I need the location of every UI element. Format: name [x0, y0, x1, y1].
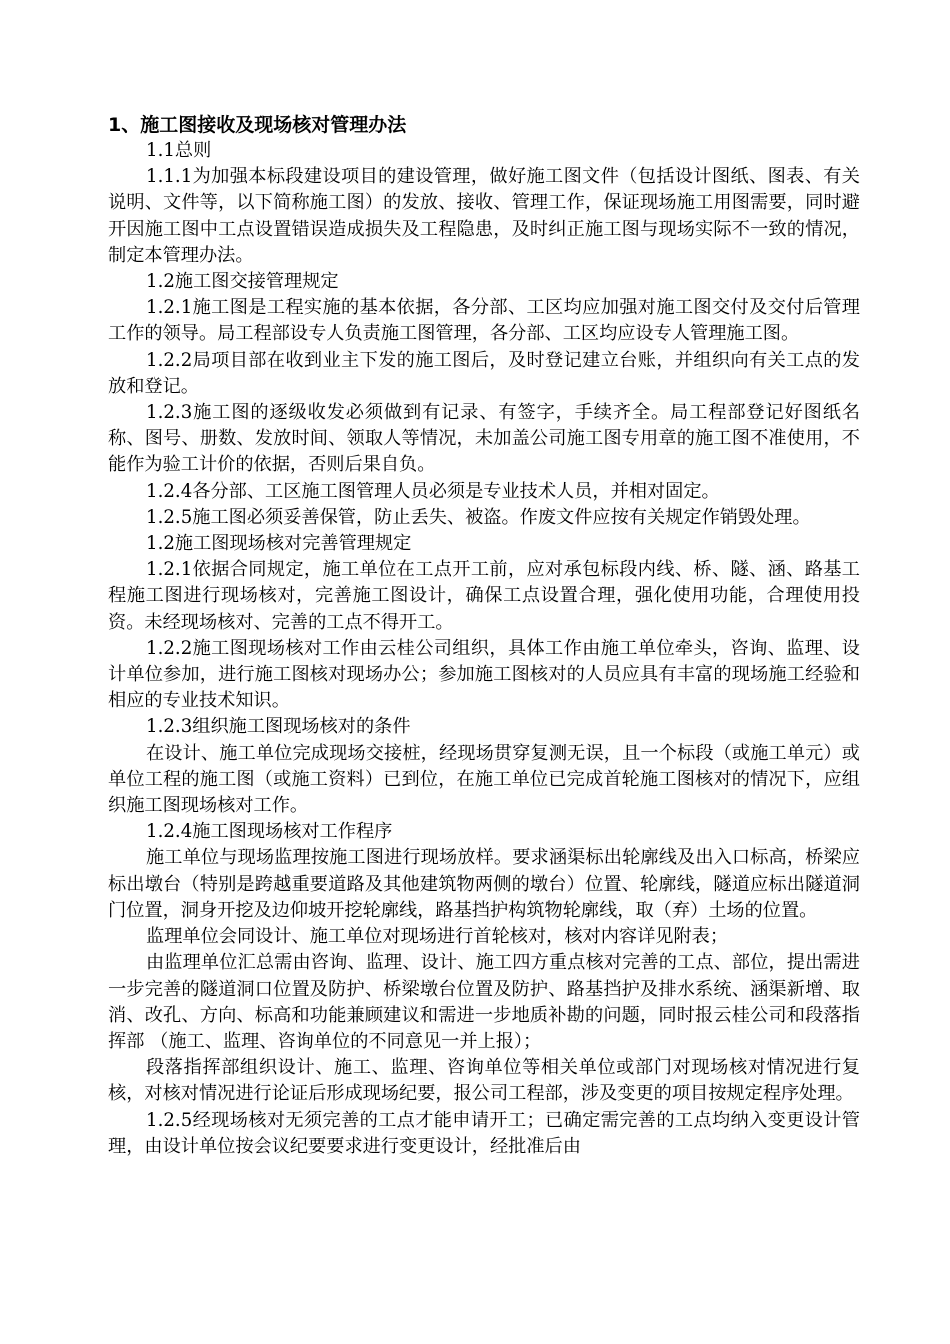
paragraph: 1.2.1依据合同规定，施工单位在工点开工前，应对承包标段内线、桥、隧、涵、路基工程施工图进行现场核对，完善施工图设计，确保工点设置合理，强化使用功能，合理使用投资。未经现场核对、完善的工点不得开工。: [108, 559, 860, 633]
paragraph: 1.2.5施工图必须妥善保管，防止丢失、被盗。作废文件应按有关规定作销毁处理。: [146, 506, 811, 528]
paragraph: 1.2.3组织施工图现场核对的条件: [146, 716, 411, 738]
document-body: [108, 138, 860, 1160]
paragraph: 1.2.3施工图的逐级收发必须做到有记录、有签字，手续齐全。局工程部登记好图纸名称、图号、册数、发放时间、领取人等情况，未加盖公司施工图专用章的施工图不准使用，不能作为验工计价的依据，否则后果自负。: [108, 402, 860, 476]
paragraph: 由监理单位汇总需由咨询、监理、设计、施工四方重点核对完善的工点、部位，提出需进一步完善的隧道洞口位置及防护、桥梁墩台位置及防护、路基挡护及排水系统、涵渠新增、取消、改孔、方向、标高和功能兼顾建议和需进一步地质补勘的问题，同时报云桂公司和段落指挥部 （施工、监理、咨询单位的不同意见一并上报）；: [108, 952, 860, 1052]
paragraph: 段落指挥部组织设计、施工、监理、咨询单位等相关单位或部门对现场核对情况进行复核，对核对情况进行论证后形成现场纪要，报公司工程部，涉及变更的项目按规定程序处理。: [108, 1057, 860, 1105]
paragraph: 1.2.5经现场核对无须完善的工点才能申请开工；已确定需完善的工点均纳入变更设计管理，由设计单位按会议纪要要求进行变更设计，经批准后由: [108, 1109, 860, 1157]
paragraph: 1.2.2局项目部在收到业主下发的施工图后，及时登记建立台账，并组织向有关工点的发放和登记。: [108, 349, 860, 397]
paragraph: 1.2施工图现场核对完善管理规定: [146, 533, 412, 555]
paragraph: 施工单位与现场监理按施工图进行现场放样。要求涵渠标出轮廓线及出入口标高，桥梁应标出墩台（特别是跨越重要道路及其他建筑物两侧的墩台）位置、轮廓线，隧道应标出隧道洞门位置，洞身开挖及边仰坡开挖轮廓线，路基挡护构筑物轮廓线，取（弃）土场的位置。: [108, 847, 860, 921]
paragraph: 1.2.4各分部、工区施工图管理人员必须是专业技术人员，并相对固定。: [146, 480, 720, 502]
paragraph: 1.1总则: [146, 140, 212, 161]
paragraph: 监理单位会同设计、施工单位对现场进行首轮核对，核对内容详见附表；: [146, 926, 729, 948]
document-heading: 1、施工图接收及现场核对管理办法: [108, 114, 407, 136]
paragraph: 1.2.2施工图现场核对工作由云桂公司组织，具体工作由施工单位牵头，咨询、监理、设计单位参加，进行施工图核对现场办公；参加施工图核对的人员应具有丰富的现场施工经验和相应的专业技术知识。: [108, 637, 860, 712]
paragraph: 1.1.1为加强本标段建设项目的建设管理，做好施工图文件（包括设计图纸、图表、有关说明、文件等，以下简称施工图）的发放、接收、管理工作，保证现场施工用图需要，同时避开因施工图中工点设置错误造成损失及工程隐患，及时纠正施工图与现场实际不一致的情况，制定本管理办法。: [108, 166, 860, 266]
paragraph: 1.2施工图交接管理规定: [146, 271, 339, 293]
paragraph: 1.2.4施工图现场核对工作程序: [146, 821, 393, 843]
paragraph: 在设计、施工单位完成现场交接桩，经现场贯穿复测无误，且一个标段（或施工单元）或单位工程的施工图（或施工资料）已到位，在施工单位已完成首轮施工图核对的情况下，应组织施工图现场核对工作。: [108, 742, 860, 817]
paragraph: 1.2.1施工图是工程实施的基本依据，各分部、工区均应加强对施工图交付及交付后管理工作的领导。局工程部设专人负责施工图管理，各分部、工区均应设专人管理施工图。: [108, 297, 860, 345]
